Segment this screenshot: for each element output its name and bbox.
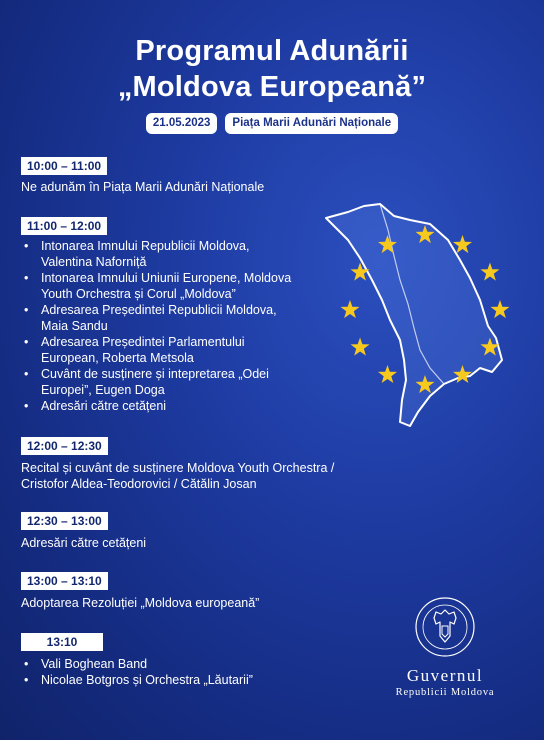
eu-star-icon (453, 235, 472, 253)
page-title (0, 33, 544, 105)
list-item: • Vali Boghean Band (24, 656, 253, 672)
eu-star-icon (340, 300, 359, 318)
moldova-map-illustration (320, 200, 530, 430)
eu-star-icon (490, 300, 509, 318)
eu-star-icon (351, 338, 370, 356)
location-badge: Piața Marii Adunări Naționale (225, 113, 398, 134)
government-logo (385, 596, 505, 699)
list-item: • Intonarea Imnului Republicii Moldova, Valentina Naforniță (24, 238, 291, 270)
coat-of-arms-seal-icon (414, 596, 476, 658)
slot-1-text: Ne adunăm în Piața Marii Adunări Naționale (21, 180, 265, 194)
time-badge-5: 13:00 – 13:10 (21, 572, 108, 590)
eu-star-icon (480, 263, 499, 281)
title-line-2: „Moldova Europeană” (117, 71, 427, 103)
event-info (0, 113, 544, 134)
eu-star-icon (378, 365, 397, 383)
time-badge-3: 12:00 – 12:30 (21, 437, 108, 455)
time-badge-4: 12:30 – 13:00 (21, 512, 108, 530)
slot-6-list (24, 656, 253, 688)
slot-4-text: Adresări către cetățeni (21, 536, 147, 550)
list-item: • Adresări către cetățeni (24, 398, 291, 414)
slot-5-text: Adoptarea Rezoluției „Moldova europeană” (21, 596, 260, 610)
slot-3-text: Recital și cuvânt de susținere Moldova Youth Orchestra / Cristofor Aldea-Teodorovici / Cătălin Josan (21, 461, 335, 491)
date-badge: 21.05.2023 (146, 113, 218, 134)
slot-2-list (24, 238, 291, 414)
list-item: • Adresarea Președintei Republicii Moldova, Maia Sandu (24, 302, 291, 334)
list-item: • Cuvânt de susținere și intepretarea „Odei Europei”, Eugen Doga (24, 366, 291, 398)
time-badge-2: 11:00 – 12:00 (21, 217, 107, 235)
list-item: • Intonarea Imnului Uniunii Europene, Moldova Youth Orchestra și Corul „Moldova” (24, 270, 291, 302)
government-subtitle: Republicii Moldova (395, 687, 495, 698)
time-badge-1: 10:00 – 11:00 (21, 157, 107, 175)
list-item: • Adresarea Președintei Parlamentului European, Roberta Metsola (24, 334, 291, 366)
list-item: • Nicolae Botgros și Orchestra „Lăutarii” (24, 672, 253, 688)
title-line-1: Programul Adunării (135, 35, 409, 67)
time-badge-6: 13:10 (21, 633, 103, 651)
government-name: Guvernul (406, 666, 484, 685)
